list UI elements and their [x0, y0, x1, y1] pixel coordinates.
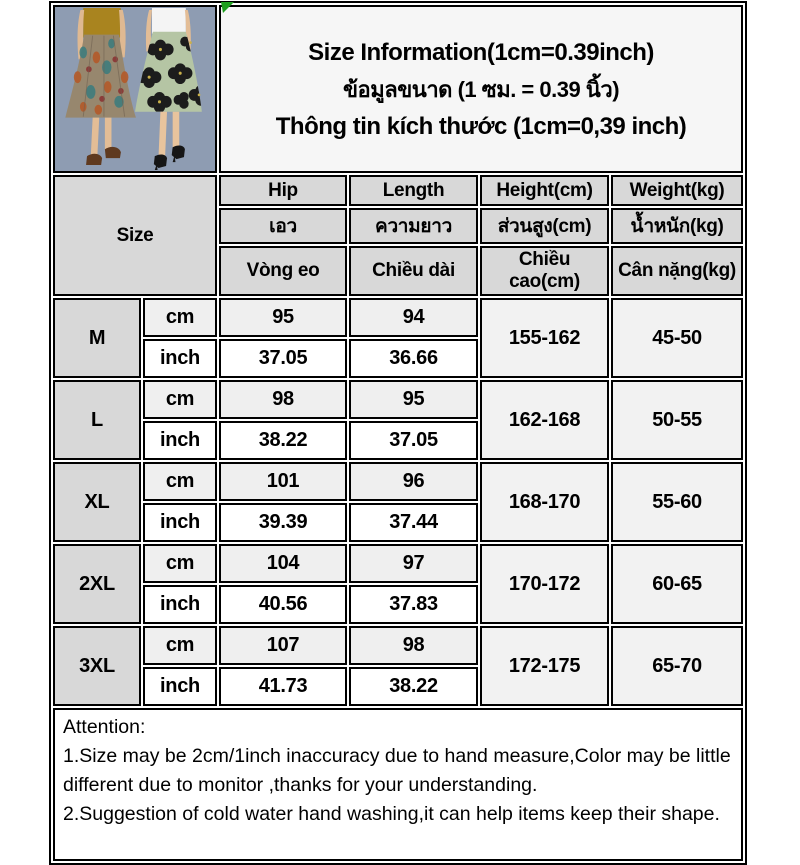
col-header-hip-en: Hip	[219, 175, 347, 206]
unit-inch-label: inch	[143, 339, 217, 378]
attention-row	[53, 708, 743, 861]
length-cm-value: 95	[349, 380, 478, 419]
weight-value: 50-55	[611, 380, 743, 460]
col-header-height-en: Height(cm)	[480, 175, 609, 206]
hip-cm-value: 101	[219, 462, 347, 501]
hip-cm-value: 98	[219, 380, 347, 419]
size-row-m-cm	[53, 298, 743, 337]
col-header-weight-en: Weight(kg)	[611, 175, 743, 206]
title-block	[219, 5, 743, 173]
col-header-height-th: ส่วนสูง(cm)	[480, 208, 609, 244]
weight-value: 65-70	[611, 626, 743, 706]
col-header-weight-th: น้ำหนัก(kg)	[611, 208, 743, 244]
hip-cm-value: 104	[219, 544, 347, 583]
weight-value: 45-50	[611, 298, 743, 378]
col-header-weight-vi: Cân nặng(kg)	[611, 246, 743, 296]
col-header-hip-th: เอว	[219, 208, 347, 244]
skirts-illustration	[55, 8, 215, 170]
height-value: 162-168	[480, 380, 609, 460]
attention-notes	[53, 708, 743, 861]
height-value: 170-172	[480, 544, 609, 624]
unit-cm-label: cm	[143, 626, 217, 665]
title-row	[53, 5, 743, 173]
hip-inch-value: 38.22	[219, 421, 347, 460]
size-row-3xl-cm	[53, 626, 743, 665]
length-inch-value: 37.05	[349, 421, 478, 460]
size-chart-sheet	[49, 1, 747, 865]
col-header-length-vi: Chiều dài	[349, 246, 478, 296]
size-label: XL	[53, 462, 141, 542]
unit-inch-label: inch	[143, 421, 217, 460]
unit-cm-label: cm	[143, 462, 217, 501]
title-vietnamese: Thông tin kích thước (1cm=0,39 inch)	[275, 112, 687, 140]
hip-inch-value: 40.56	[219, 585, 347, 624]
weight-value: 60-65	[611, 544, 743, 624]
col-header-length-th: ความยาว	[349, 208, 478, 244]
attention-heading: Attention:	[63, 716, 146, 738]
size-label: 2XL	[53, 544, 141, 624]
length-cm-value: 96	[349, 462, 478, 501]
length-cm-value: 98	[349, 626, 478, 665]
unit-inch-label: inch	[143, 503, 217, 542]
size-header-cell: Size	[53, 175, 217, 296]
size-row-xl-cm	[53, 462, 743, 501]
length-inch-value: 37.83	[349, 585, 478, 624]
col-header-height-vi: Chiều cao(cm)	[480, 246, 609, 296]
col-header-length-en: Length	[349, 175, 478, 206]
hip-cm-value: 107	[219, 626, 347, 665]
length-inch-value: 36.66	[349, 339, 478, 378]
height-value: 172-175	[480, 626, 609, 706]
hip-inch-value: 37.05	[219, 339, 347, 378]
length-inch-value: 38.22	[349, 667, 478, 706]
length-cm-value: 94	[349, 298, 478, 337]
length-inch-value: 37.44	[349, 503, 478, 542]
unit-cm-label: cm	[143, 544, 217, 583]
hip-cm-value: 95	[219, 298, 347, 337]
hip-inch-value: 41.73	[219, 667, 347, 706]
unit-inch-label: inch	[143, 667, 217, 706]
size-label: M	[53, 298, 141, 378]
weight-value: 55-60	[611, 462, 743, 542]
height-value: 155-162	[480, 298, 609, 378]
unit-cm-label: cm	[143, 380, 217, 419]
attention-note-1: 1.Size may be 2cm/1inch inaccuracy due to hand measure,Color may be little different due to monitor ,thanks for your understanding.	[63, 745, 731, 796]
size-label: 3XL	[53, 626, 141, 706]
title-thai: ข้อมูลขนาด (1 ซม. = 0.39 นิ้ว)	[343, 76, 620, 102]
col-header-hip-vi: Vòng eo	[219, 246, 347, 296]
title-english: Size Information(1cm=0.39inch)	[308, 38, 654, 66]
unit-cm-label: cm	[143, 298, 217, 337]
size-row-l-cm	[53, 380, 743, 419]
attention-note-2: 2.Suggestion of cold water hand washing,it can help items keep their shape.	[63, 803, 720, 825]
unit-inch-label: inch	[143, 585, 217, 624]
green-corner-triangle	[221, 0, 234, 11]
header-row-en	[53, 175, 743, 206]
length-cm-value: 97	[349, 544, 478, 583]
size-table	[49, 1, 747, 865]
size-label: L	[53, 380, 141, 460]
size-row-2xl-cm	[53, 544, 743, 583]
product-photo	[53, 5, 217, 173]
height-value: 168-170	[480, 462, 609, 542]
hip-inch-value: 39.39	[219, 503, 347, 542]
